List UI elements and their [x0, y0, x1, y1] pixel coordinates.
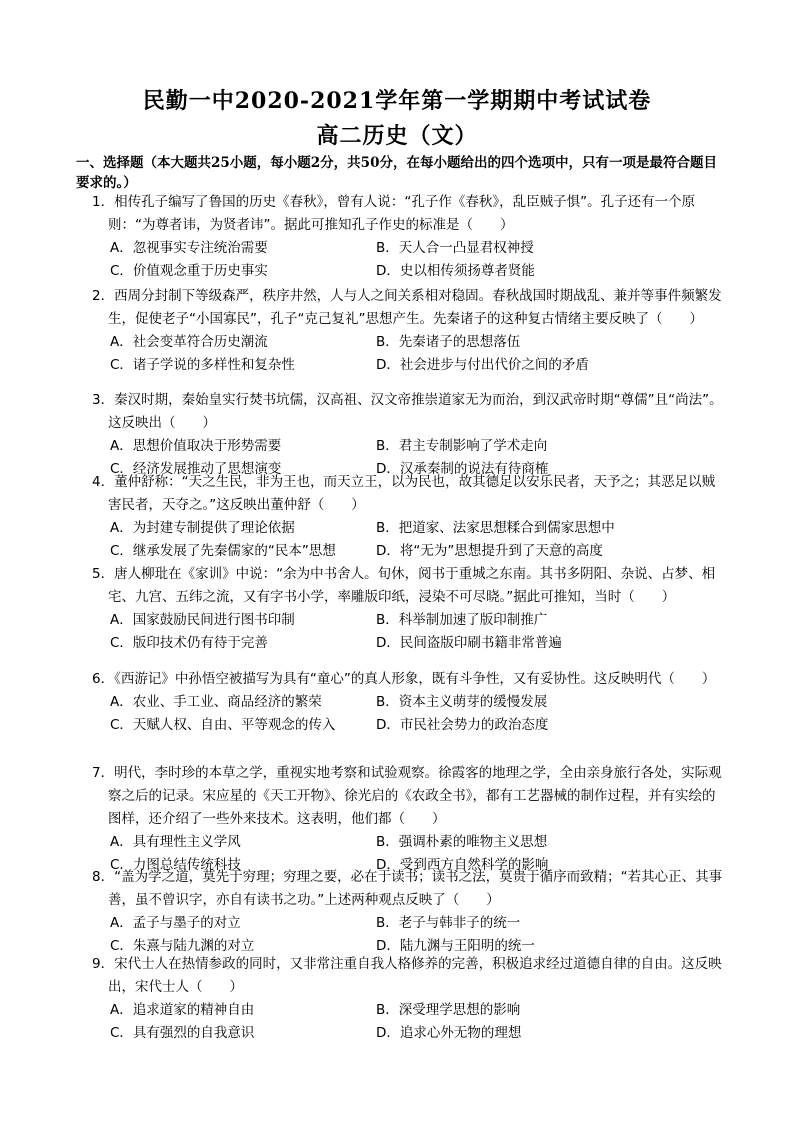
question-item [76, 866, 726, 958]
answer-option[interactable]: A．具有理性主义学风 [110, 834, 241, 850]
question-item [76, 762, 726, 877]
answer-option[interactable]: B．老子与韩非子的统一 [376, 915, 521, 931]
option-grid [110, 912, 726, 958]
question-stem [92, 953, 726, 999]
answer-option[interactable]: A．思想价值取决于形势需要 [110, 438, 282, 454]
answer-option[interactable]: A．追求道家的精神自由 [110, 1002, 255, 1018]
answer-option[interactable]: A．忽视事实专注统治需要 [110, 240, 268, 256]
answer-option[interactable]: D．将“无为”思想提升到了天意的高度 [376, 543, 603, 559]
question-stem [92, 191, 726, 237]
question-number: 6． [92, 671, 115, 687]
answer-option[interactable]: C．朱熹与陆九渊的对立 [110, 938, 255, 954]
answer-option[interactable]: C．天赋人权、自由、平等观念的传入 [110, 717, 336, 733]
answer-option[interactable]: D．社会进步与付出代价之间的矛盾 [376, 357, 589, 373]
answer-option[interactable]: C．价值观念重于历史事实 [110, 263, 268, 279]
answer-option[interactable]: B．资本主义萌芽的缓慢发展 [376, 694, 548, 710]
question-number: 2． [92, 288, 115, 304]
question-text: 董仲舒称：“天之生民，非为王也，而天立王，以为民也，故其德足以安乐民者，天予之；其恶足以贼害民者，天夺之。”这反映出董仲舒（ ） [108, 474, 716, 513]
section-heading: 一、选择题（本大题共25小题，每小题2分，共50分，在每小题给出的四个选项中，只有一项是最符合题目要求的。） [76, 155, 717, 191]
answer-option[interactable]: D．汉承秦制的说法有待商榷 [376, 461, 549, 477]
answer-option[interactable]: C．版印技术仍有待于完善 [110, 635, 268, 651]
question-text: 宋代士人在热情参政的同时，又非常注重自我人格修养的完善，积极追求经过道德自律的自由。这反映出，宋代士人（ ） [108, 956, 722, 995]
question-number: 4． [92, 474, 115, 490]
option-grid [110, 517, 726, 563]
option-grid [110, 609, 726, 655]
answer-option[interactable]: A．为封建专制提供了理论依据 [110, 520, 295, 536]
answer-option[interactable]: D．民间盗版印刷书籍非常普遍 [376, 635, 562, 651]
question-item [76, 285, 726, 377]
question-number: 7． [92, 765, 115, 781]
answer-option[interactable]: D．受到西方自然科学的影响 [376, 857, 549, 873]
answer-option[interactable]: B．科举制加速了版印制推广 [376, 612, 548, 628]
question-item [76, 668, 726, 737]
answer-option[interactable]: C．力图总结传统科技 [110, 857, 241, 873]
question-stem [92, 668, 726, 691]
question-item [76, 471, 726, 563]
question-number: 1． [92, 194, 115, 210]
answer-option[interactable]: B．天人合一凸显君权神授 [376, 240, 534, 256]
answer-option[interactable]: A．农业、手工业、商品经济的繁荣 [110, 694, 322, 710]
question-text: 唐人柳玭在《家训》中说：“余为中书舍人。旬休，阅书于重城之东南。其书多阴阳、杂说、占梦、相宅、九宫、五纬之流，又有字书小学，率雕版印纸，浸染不可尽晓。”据此可推知，当时（ ） [108, 566, 716, 605]
answer-option[interactable]: C．具有强烈的自我意识 [110, 1025, 255, 1041]
question-text: “盖为学之道，莫先于穷理；穷理之要，必在于读书；读书之法，莫贵于循序而致精；“若其心正、其事善，虽不曾识字，亦自有读书之功。”上述两种观点反映了（ ） [108, 869, 723, 908]
answer-option[interactable]: A．国家鼓励民间进行图书印制 [110, 612, 295, 628]
answer-option[interactable]: D．市民社会势力的政治态度 [376, 717, 549, 733]
question-item [76, 389, 726, 481]
question-stem [92, 471, 726, 517]
question-stem [92, 285, 726, 331]
option-grid [110, 331, 726, 377]
answer-option[interactable]: C．继承发展了先秦儒家的“民本”思想 [110, 543, 336, 559]
question-text: 西周分封制下等级森严，秩序井然，人与人之间关系相对稳固。春秋战国时期战乱、兼并等事件频繁发生，促使老子“小国寡民”，孔子“克己复礼”思想产生。先秦诸子的这种复古情绪主要反映了（ ） [108, 288, 722, 327]
answer-option[interactable]: B．君主专制影响了学术走向 [376, 438, 548, 454]
question-number: 3． [92, 392, 115, 408]
answer-option[interactable]: B．把道家、法家思想糅合到儒家思想中 [376, 520, 615, 536]
question-item [76, 191, 726, 283]
answer-option[interactable]: B．深受理学思想的影响 [376, 1002, 521, 1018]
question-number: 8． [92, 869, 115, 885]
question-number: 5． [92, 566, 115, 582]
answer-option[interactable]: C．经济发展推动了思想演变 [110, 461, 282, 477]
question-stem [92, 762, 726, 831]
option-grid [110, 999, 726, 1045]
page-title: 民勤一中2020-2021学年第一学期期中考试试卷 [142, 88, 652, 114]
answer-option[interactable]: C．诸子学说的多样性和复杂性 [110, 357, 295, 373]
answer-option[interactable]: D．陆九渊与王阳明的统一 [376, 938, 535, 954]
answer-option[interactable]: D．史以相传须扬尊者贤能 [376, 263, 535, 279]
question-stem [92, 866, 726, 912]
option-grid [110, 237, 726, 283]
answer-option[interactable]: B．先秦诸子的思想落伍 [376, 334, 521, 350]
question-text: 秦汉时期，秦始皇实行焚书坑儒，汉高祖、汉文帝推崇道家无为而治，到汉武帝时期“尊儒”且“尚法”。这反映出（ ） [108, 392, 723, 431]
question-stem [92, 563, 726, 609]
question-number: 9． [92, 956, 115, 972]
question-text: 《西游记》中孙悟空被描写为具有“童心”的真人形象，既有斗争性，又有妥协性。这反映明代（ ） [114, 671, 716, 687]
question-item [76, 953, 726, 1045]
question-stem [92, 389, 726, 435]
answer-option[interactable]: D．追求心外无物的理想 [376, 1025, 522, 1041]
question-text: 明代，李时珍的本草之学，重视实地考察和试验观察。徐霞客的地理之学，全由亲身旅行各处，实际观察之后的记录。宋应星的《天工开物》、徐光启的《农政全书》，都有工艺器械的制作过程，并有实绘的图样，还介绍了一些外来技术。这表明，他们都（ ） [108, 765, 722, 827]
page-subtitle: 高二历史（文） [316, 123, 478, 149]
answer-option[interactable]: A．孟子与墨子的对立 [110, 915, 241, 931]
question-text: 相传孔子编写了鲁国的历史《春秋》，曾有人说：“孔子作《春秋》，乱臣贼子惧”。孔子还有一个原则：“为尊者讳，为贤者讳”。据此可推知孔子作史的标准是（ ） [108, 194, 696, 233]
answer-option[interactable]: A．社会变革符合历史潮流 [110, 334, 268, 350]
question-item [76, 563, 726, 655]
option-grid [110, 691, 726, 737]
answer-option[interactable]: B．强调朴素的唯物主义思想 [376, 834, 548, 850]
